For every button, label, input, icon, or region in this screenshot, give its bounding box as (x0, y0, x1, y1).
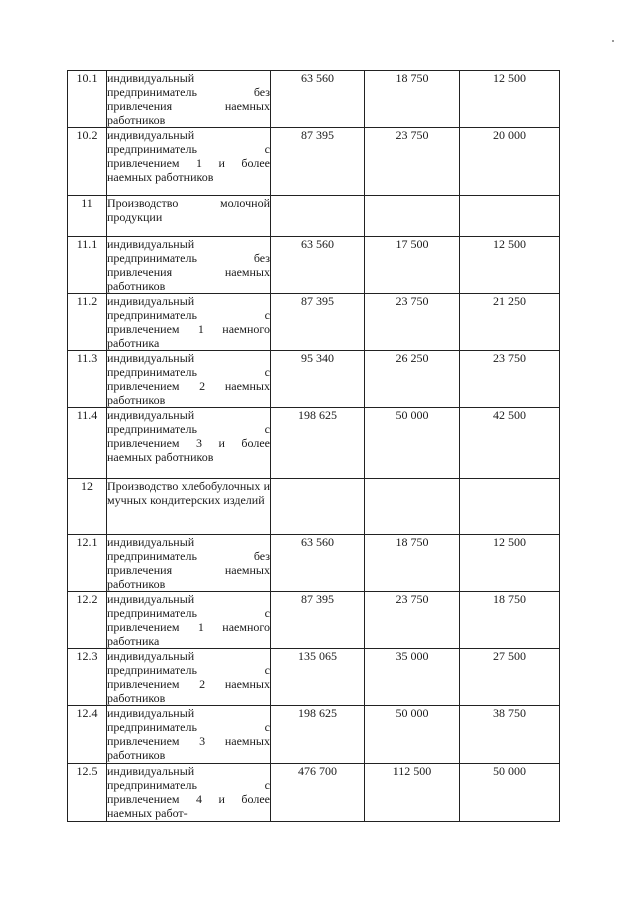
value-cell-3: 12 500 (460, 237, 560, 294)
value-cell-2: 50 000 (365, 706, 460, 764)
row-number: 12.1 (68, 535, 107, 592)
row-number: 11.3 (68, 351, 107, 408)
value-cell-3: 20 000 (460, 128, 560, 196)
value-cell-2: 18 750 (365, 71, 460, 128)
row-description: индивидуальный предприниматель без привлечения наемных работников (107, 71, 270, 127)
table-row (68, 764, 560, 822)
row-number: 12.3 (68, 649, 107, 706)
value-cell-3: 38 750 (460, 706, 560, 764)
value-cell-1: 95 340 (271, 351, 365, 408)
tariff-table (67, 70, 560, 822)
table-row (68, 535, 560, 592)
table-row (68, 71, 560, 128)
value-cell-1: 87 395 (271, 294, 365, 351)
value-cell-3: 12 500 (460, 71, 560, 128)
table-row (68, 351, 560, 408)
value-cell-1: 135 065 (271, 649, 365, 706)
value-cell-3: 12 500 (460, 535, 560, 592)
value-cell-3: 42 500 (460, 408, 560, 479)
table-row (68, 128, 560, 196)
value-cell-1: 63 560 (271, 535, 365, 592)
value-cell-2: 35 000 (365, 649, 460, 706)
value-cell-1: 63 560 (271, 71, 365, 128)
row-number: 10.1 (68, 71, 107, 128)
row-description: индивидуальный предприниматель с привлечением 3 наемных работников (107, 706, 270, 762)
value-cell-3 (460, 196, 560, 237)
table-row (68, 592, 560, 649)
row-description: индивидуальный предприниматель с привлечением 1 наемного работника (107, 592, 270, 648)
value-cell-1: 476 700 (271, 764, 365, 822)
value-cell-2: 18 750 (365, 535, 460, 592)
row-number: 11.1 (68, 237, 107, 294)
value-cell-2: 23 750 (365, 592, 460, 649)
value-cell-3: 23 750 (460, 351, 560, 408)
value-cell-2: 50 000 (365, 408, 460, 479)
value-cell-2: 23 750 (365, 128, 460, 196)
table-row (68, 196, 560, 237)
value-cell-2 (365, 196, 460, 237)
value-cell-1 (271, 196, 365, 237)
table-row (68, 706, 560, 764)
table-row (68, 237, 560, 294)
value-cell-3: 50 000 (460, 764, 560, 822)
value-cell-3 (460, 479, 560, 535)
row-number: 11.4 (68, 408, 107, 479)
value-cell-1 (271, 479, 365, 535)
value-cell-1: 87 395 (271, 128, 365, 196)
row-description: индивидуальный предприниматель с привлечением 3 и более наемных работников (107, 408, 271, 479)
value-cell-2: 17 500 (365, 237, 460, 294)
value-cell-2: 112 500 (365, 764, 460, 822)
row-number: 11.2 (68, 294, 107, 351)
row-number: 12.5 (68, 764, 107, 822)
row-number: 10.2 (68, 128, 107, 196)
row-description: индивидуальный предприниматель с привлечением 2 наемных работников (107, 649, 270, 705)
row-number: 12.4 (68, 706, 107, 764)
table-row (68, 408, 560, 479)
row-number: 12 (68, 479, 107, 535)
row-description: индивидуальный предприниматель с привлечением 1 наемного работника (107, 294, 270, 350)
value-cell-2: 26 250 (365, 351, 460, 408)
value-cell-3: 18 750 (460, 592, 560, 649)
scan-speck (612, 40, 614, 42)
row-description: индивидуальный предприниматель без привлечения наемных работников (107, 535, 270, 591)
table-row (68, 649, 560, 706)
row-description: индивидуальный предприниматель без привлечения наемных работников (107, 237, 270, 293)
value-cell-1: 63 560 (271, 237, 365, 294)
row-number: 12.2 (68, 592, 107, 649)
value-cell-3: 21 250 (460, 294, 560, 351)
value-cell-1: 198 625 (271, 408, 365, 479)
value-cell-1: 87 395 (271, 592, 365, 649)
value-cell-3: 27 500 (460, 649, 560, 706)
row-number: 11 (68, 196, 107, 237)
table-row (68, 294, 560, 351)
value-cell-1: 198 625 (271, 706, 365, 764)
value-cell-2 (365, 479, 460, 535)
table-row (68, 479, 560, 535)
row-description: Производство хлебобулочных и мучных кондитерских изделий (107, 479, 271, 535)
row-description: индивидуальный предприниматель с привлечением 2 наемных работников (107, 351, 270, 407)
value-cell-2: 23 750 (365, 294, 460, 351)
row-description: Производство молочной продукции (107, 196, 271, 237)
row-description: индивидуальный предприниматель с привлечением 1 и более наемных работников (107, 128, 271, 196)
row-description: индивидуальный предприниматель с привлечением 4 и более наемных работ- (107, 764, 270, 820)
